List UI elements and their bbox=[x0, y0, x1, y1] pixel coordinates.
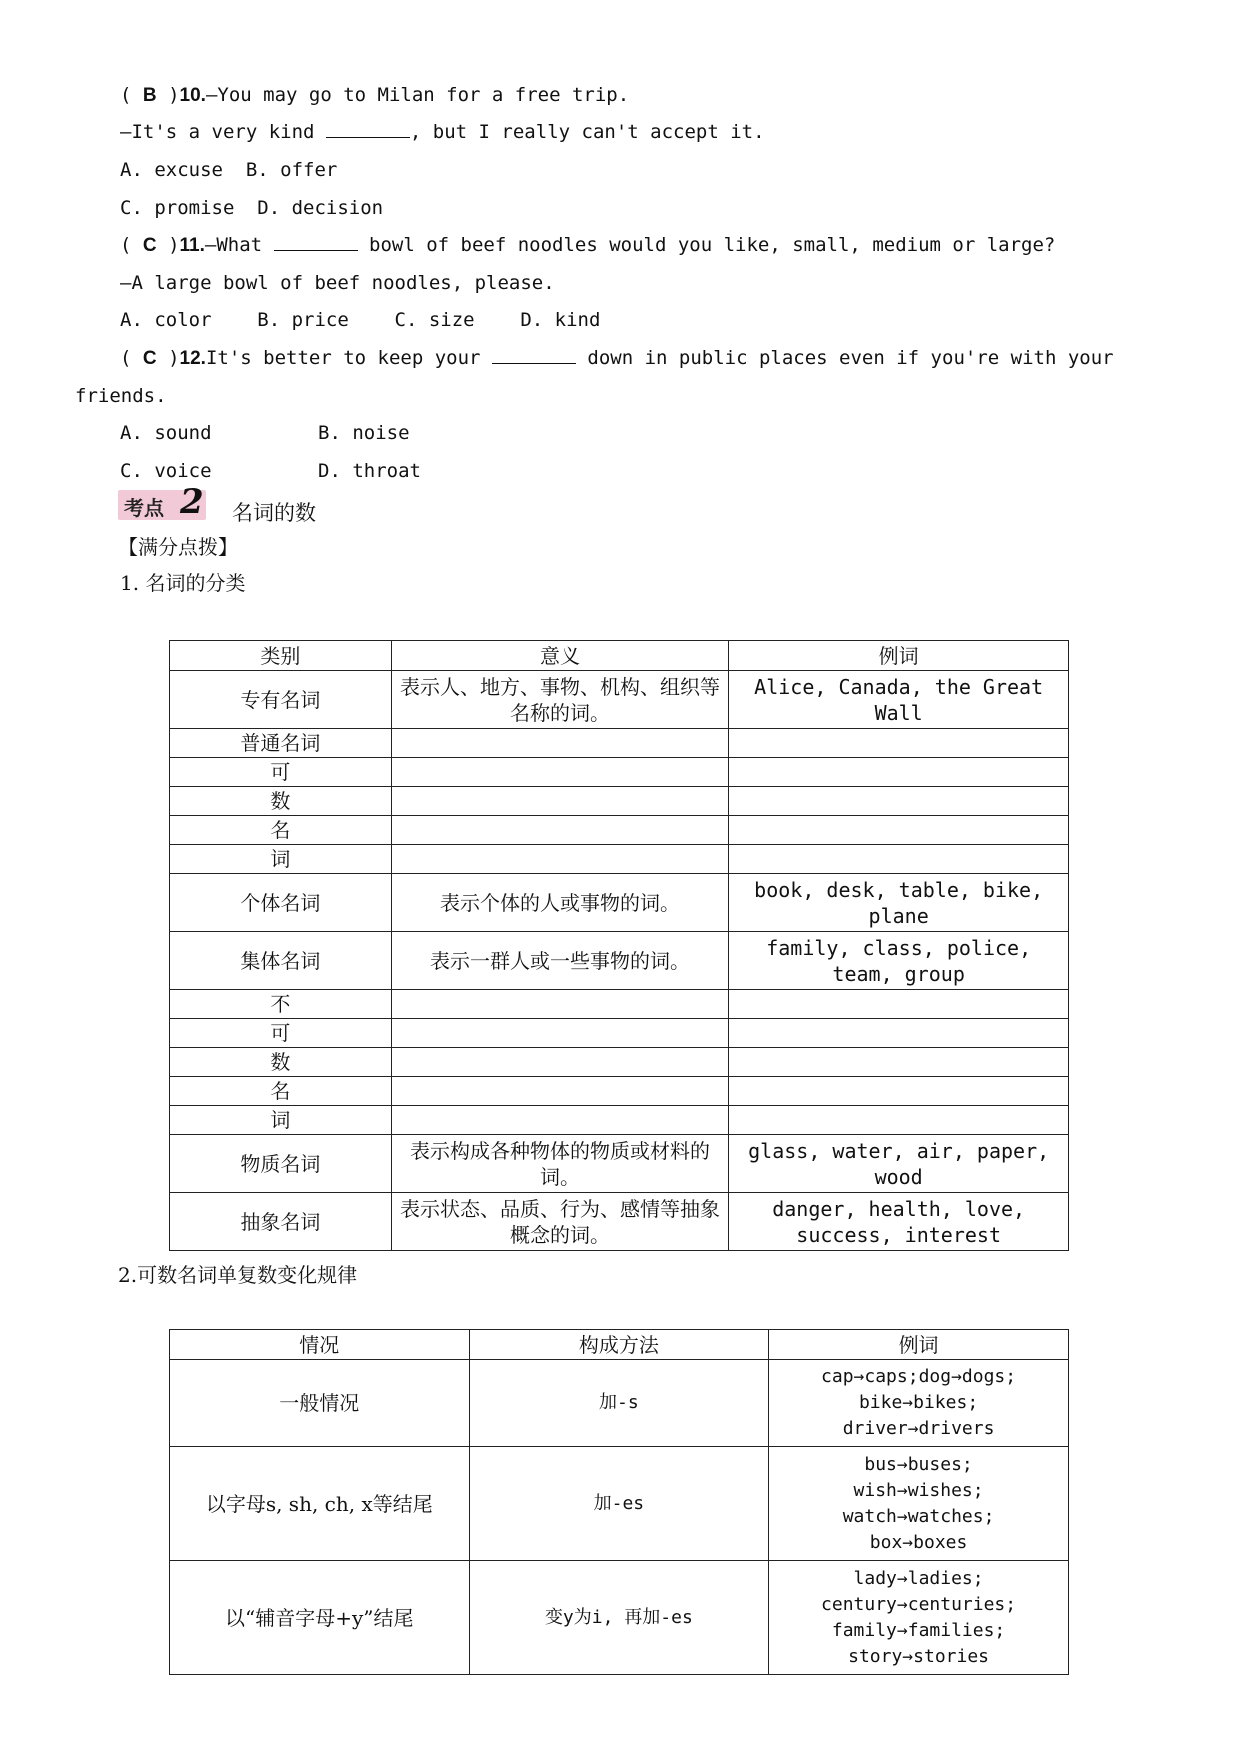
q10-option-c: C. promise bbox=[120, 197, 235, 219]
q11-stem: ( C )11.—What bowl of beef noodles would you like, small, medium or large? bbox=[120, 234, 1056, 256]
q10-option-a: A. excuse bbox=[120, 159, 223, 181]
q12-option-d: D. throat bbox=[318, 460, 421, 482]
q10-line2 bbox=[120, 119, 765, 145]
q10-stem-text: —You may go to Milan for a free trip. bbox=[205, 84, 630, 106]
table-row bbox=[170, 787, 1069, 816]
category-char-cell: 不 bbox=[170, 990, 392, 1019]
q12-option-a: A. sound bbox=[120, 422, 212, 444]
q12-option-c: C. voice bbox=[120, 460, 212, 482]
table-header: 例词 bbox=[729, 641, 1069, 671]
meaning-cell: 表示个体的人或事物的词。 bbox=[391, 874, 729, 932]
category-char-cell: 名 bbox=[170, 1077, 392, 1106]
table-header-row bbox=[170, 641, 1069, 671]
q11-blank bbox=[274, 234, 358, 251]
table-row bbox=[170, 1193, 1069, 1251]
example-cell bbox=[769, 1561, 1069, 1675]
table-row bbox=[170, 816, 1069, 845]
q10-blank bbox=[326, 121, 410, 138]
table-row bbox=[170, 1360, 1069, 1447]
category-char-cell: 可 bbox=[170, 758, 392, 787]
q10-line2-pre: —It's a very kind bbox=[120, 121, 315, 143]
example-line: lady→ladies; bbox=[853, 1567, 984, 1589]
table-row bbox=[170, 758, 1069, 787]
case-cell: 一般情况 bbox=[170, 1360, 470, 1447]
table-header: 意义 bbox=[391, 641, 729, 671]
example-cell: Alice, Canada, the Great Wall bbox=[729, 671, 1069, 729]
q11-options: A. color B. price C. size D. kind bbox=[120, 309, 601, 331]
section-tip: 【满分点拨】 bbox=[118, 535, 238, 559]
example-line: story→stories bbox=[848, 1645, 990, 1667]
category-char-cell: 名 bbox=[170, 816, 392, 845]
category-char-cell: 数 bbox=[170, 1048, 392, 1077]
subsection-2-title: 2.可数名词单复数变化规律 bbox=[118, 1263, 358, 1287]
category-cell: 个体名词 bbox=[170, 874, 392, 932]
q12-stem-pre: It's better to keep your bbox=[205, 347, 481, 369]
category-cell: 集体名词 bbox=[170, 932, 392, 990]
table-row bbox=[170, 1077, 1069, 1106]
case-cell: 以“辅音字母+y”结尾 bbox=[170, 1561, 470, 1675]
q11-stem-post: bowl of beef noodles would you like, small, medium or large? bbox=[369, 234, 1056, 256]
table-header: 情况 bbox=[170, 1330, 470, 1360]
table-row bbox=[170, 845, 1069, 874]
example-cell: family, class, police, team, group bbox=[729, 932, 1069, 990]
method-cell: 加-es bbox=[469, 1447, 769, 1561]
q10-stem: ( B )10.—You may go to Milan for a free trip. bbox=[120, 84, 630, 106]
example-line: box→boxes bbox=[869, 1531, 968, 1553]
section-badge-number: 2 bbox=[180, 482, 204, 522]
table-row bbox=[170, 671, 1069, 729]
meaning-cell: 表示一群人或一些事物的词。 bbox=[391, 932, 729, 990]
method-cell: 加-s bbox=[469, 1360, 769, 1447]
meaning-cell: 表示状态、品质、行为、感情等抽象概念的词。 bbox=[391, 1193, 729, 1251]
table-row bbox=[170, 874, 1069, 932]
table-row bbox=[170, 1019, 1069, 1048]
method-cell: 变y为i, 再加-es bbox=[469, 1561, 769, 1675]
q12-option-b: B. noise bbox=[318, 422, 410, 444]
q11-stem-pre: —What bbox=[204, 234, 263, 256]
category-char-cell: 词 bbox=[170, 1106, 392, 1135]
table-row bbox=[170, 932, 1069, 990]
q10-line2-post: , but I really can't accept it. bbox=[409, 121, 765, 143]
case-cell: 以字母s, sh, ch, x等结尾 bbox=[170, 1447, 470, 1561]
example-line: watch→watches; bbox=[842, 1505, 995, 1527]
example-line: wish→wishes; bbox=[853, 1479, 984, 1501]
q10-answer: B bbox=[142, 85, 157, 106]
table-header: 例词 bbox=[769, 1330, 1069, 1360]
q12-continuation: friends. bbox=[75, 385, 167, 407]
table-row bbox=[170, 1561, 1069, 1675]
example-line: driver→drivers bbox=[842, 1418, 995, 1439]
meaning-cell: 表示构成各种物体的物质或材料的词。 bbox=[391, 1135, 729, 1193]
example-cell bbox=[769, 1360, 1069, 1447]
table-row bbox=[170, 1135, 1069, 1193]
table-row bbox=[170, 990, 1069, 1019]
example-line: family→families; bbox=[831, 1619, 1006, 1641]
table-row bbox=[170, 729, 1069, 758]
example-line: bus→buses; bbox=[864, 1453, 973, 1475]
example-cell: book, desk, table, bike, plane bbox=[729, 874, 1069, 932]
category-char-cell: 数 bbox=[170, 787, 392, 816]
q10-option-d: D. decision bbox=[257, 197, 384, 219]
table-header: 构成方法 bbox=[469, 1330, 769, 1360]
table-row bbox=[170, 1048, 1069, 1077]
example-line: cap→caps;dog→dogs; bbox=[821, 1366, 1017, 1387]
example-cell: danger, health, love, success, interest bbox=[729, 1193, 1069, 1251]
q12-answer: C bbox=[142, 348, 157, 369]
section-badge-text: 考点 bbox=[124, 496, 164, 520]
q12-stem-post: down in public places even if you're with your bbox=[587, 347, 1114, 369]
q11-answer: C bbox=[142, 235, 157, 256]
category-cell: 专有名词 bbox=[170, 671, 392, 729]
q11-line2: —A large bowl of beef noodles, please. bbox=[120, 272, 555, 294]
example-line: bike→bikes; bbox=[858, 1392, 979, 1413]
q10-number: 10. bbox=[179, 85, 206, 106]
example-line: century→centuries; bbox=[821, 1593, 1017, 1615]
example-cell bbox=[769, 1447, 1069, 1561]
table-row bbox=[170, 1447, 1069, 1561]
q10-options-ab bbox=[120, 157, 337, 183]
category-char-cell: 词 bbox=[170, 845, 392, 874]
meaning-cell: 表示人、地方、事物、机构、组织等名称的词。 bbox=[391, 671, 729, 729]
subsection-1-title: 1. 名词的分类 bbox=[120, 571, 246, 595]
q10-option-b: B. offer bbox=[245, 159, 338, 181]
table-row bbox=[170, 1106, 1069, 1135]
q12-blank bbox=[492, 347, 576, 364]
q12-number: 12. bbox=[179, 348, 206, 369]
table-header: 类别 bbox=[170, 641, 392, 671]
section-badge bbox=[118, 482, 206, 522]
section-title: 名词的数 bbox=[232, 501, 316, 525]
example-cell: glass, water, air, paper, wood bbox=[729, 1135, 1069, 1193]
category-cell: 普通名词 bbox=[170, 729, 392, 758]
q11-number: 11. bbox=[179, 235, 205, 256]
category-char-cell: 可 bbox=[170, 1019, 392, 1048]
category-cell: 抽象名词 bbox=[170, 1193, 392, 1251]
table-header-row bbox=[170, 1330, 1069, 1360]
category-cell: 物质名词 bbox=[170, 1135, 392, 1193]
q10-options-cd bbox=[120, 195, 383, 221]
noun-classification-table bbox=[169, 640, 1069, 1251]
q12-stem: ( C )12.It's better to keep your down in public places even if you're with your bbox=[120, 347, 1114, 369]
plural-rules-table bbox=[169, 1329, 1069, 1675]
